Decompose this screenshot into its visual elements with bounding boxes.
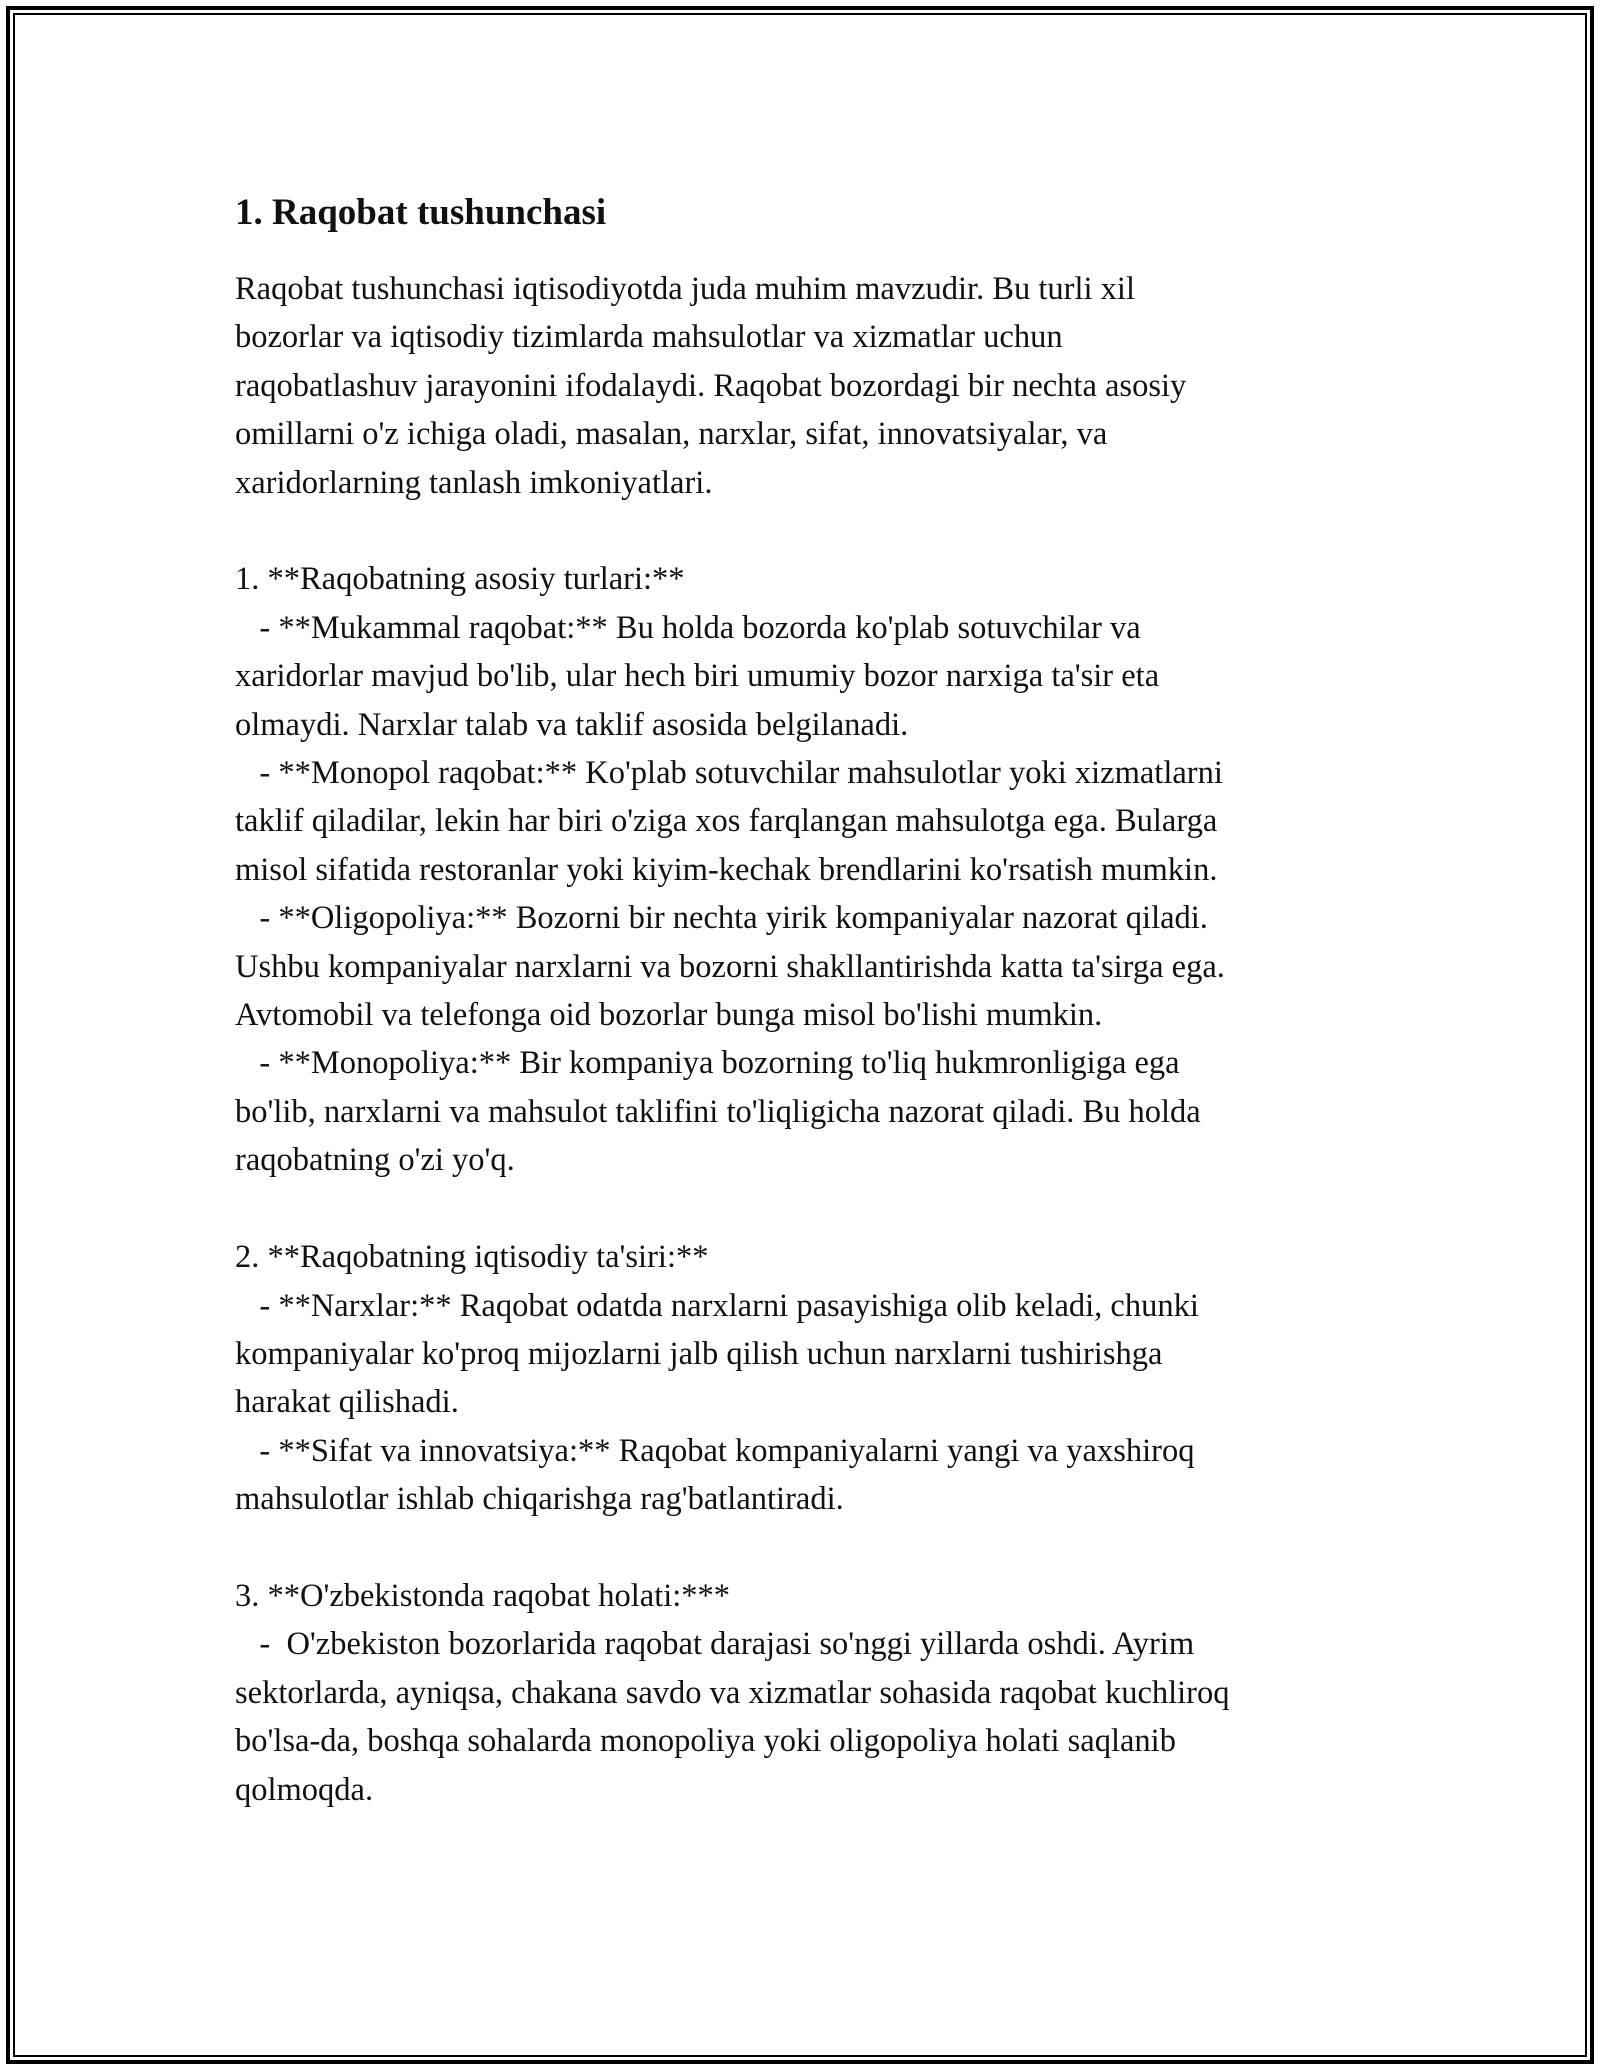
text-line: - **Sifat va innovatsiya:** Raqobat kompaniyalarni yangi va yaxshiroq <box>235 1432 1195 1469</box>
text-line: bo'lib, narxlarni va mahsulot taklifini to'liqligicha nazorat qiladi. Bu holda <box>235 1093 1201 1130</box>
text-line: - O'zbekiston bozorlarida raqobat darajasi so'nggi yillarda oshdi. Ayrim <box>235 1626 1195 1663</box>
text-line: - **Narxlar:** Raqobat odatda narxlarni pasayishiga olib keladi, chunki <box>235 1287 1199 1324</box>
text-line: - **Monopoliya:** Bir kompaniya bozorning to'liq hukmronligiga ega <box>235 1045 1180 1082</box>
section-competition-types <box>235 555 1385 1184</box>
document-heading: 1. Raqobat tushunchasi <box>235 192 607 233</box>
section-title: 2. **Raqobatning iqtisodiy ta'siri:** <box>235 1239 709 1276</box>
text-line: kompaniyalar ko'proq mijozlarni jalb qilish uchun narxlarni tushirishga <box>235 1335 1163 1372</box>
section-uzbekistan-status <box>235 1572 1385 1814</box>
text-line: raqobatning o'zi yo'q. <box>235 1142 515 1179</box>
paragraph-gap <box>235 507 1385 555</box>
text-line: - **Mukammal raqobat:** Bu holda bozorda ko'plab sotuvchilar va <box>235 609 1141 646</box>
section-title: 3. **O'zbekistonda raqobat holati:*** <box>235 1577 731 1614</box>
text-line: misol sifatida restoranlar yoki kiyim-kechak brendlarini ko'rsatish mumkin. <box>235 851 1218 888</box>
paragraph-gap <box>235 1185 1385 1233</box>
text-line: olmaydi. Narxlar talab va taklif asosida belgilanadi. <box>235 706 909 743</box>
text-line: - **Oligopoliya:** Bozorni bir nechta yirik kompaniyalar nazorat qiladi. <box>235 900 1208 937</box>
text-line: taklif qiladilar, lekin har biri o'ziga xos farqlangan mahsulotga ega. Bularga <box>235 803 1218 840</box>
text-line: bo'lsa-da, boshqa sohalarda monopoliya yoki oligopoliya holati saqlanib <box>235 1723 1176 1760</box>
text-line: Raqobat tushunchasi iqtisodiyotda juda muhim mavzudir. Bu turli xil <box>235 271 1135 307</box>
text-line: - **Monopol raqobat:** Ko'plab sotuvchilar mahsulotlar yoki xizmatlarni <box>235 755 1223 792</box>
text-line: xaridorlar mavjud bo'lib, ular hech biri umumiy bozor narxiga ta'sir eta <box>235 658 1160 695</box>
section-title: 1. **Raqobatning asosiy turlari:** <box>235 561 685 598</box>
text-line: sektorlarda, ayniqsa, chakana savdo va xizmatlar sohasida raqobat kuchliroq <box>235 1674 1230 1711</box>
text-line: bozorlar va iqtisodiy tizimlarda mahsulotlar va xizmatlar uchun <box>235 319 1063 356</box>
paragraph-gap <box>235 1524 1385 1572</box>
text-line: mahsulotlar ishlab chiqarishga rag'batlantiradi. <box>235 1481 844 1518</box>
intro-paragraph <box>235 265 1385 507</box>
text-line: Ushbu kompaniyalar narxlarni va bozorni shakllantirishda katta ta'sirga ega. <box>235 948 1225 985</box>
text-line: harakat qilishadi. <box>235 1384 459 1421</box>
section-economic-impact <box>235 1233 1385 1523</box>
text-line: xaridorlarning tanlash imkoniyatlari. <box>235 464 713 501</box>
text-line: qolmoqda. <box>235 1771 374 1808</box>
document-body <box>235 187 1385 1814</box>
text-line: omillarni o'z ichiga oladi, masalan, narxlar, sifat, innovatsiyalar, va <box>235 416 1108 453</box>
text-line: Avtomobil va telefonga oid bozorlar bunga misol bo'lishi mumkin. <box>235 997 1103 1034</box>
text-line: raqobatlashuv jarayonini ifodalaydi. Raqobat bozordagi bir nechta asosiy <box>235 367 1187 404</box>
